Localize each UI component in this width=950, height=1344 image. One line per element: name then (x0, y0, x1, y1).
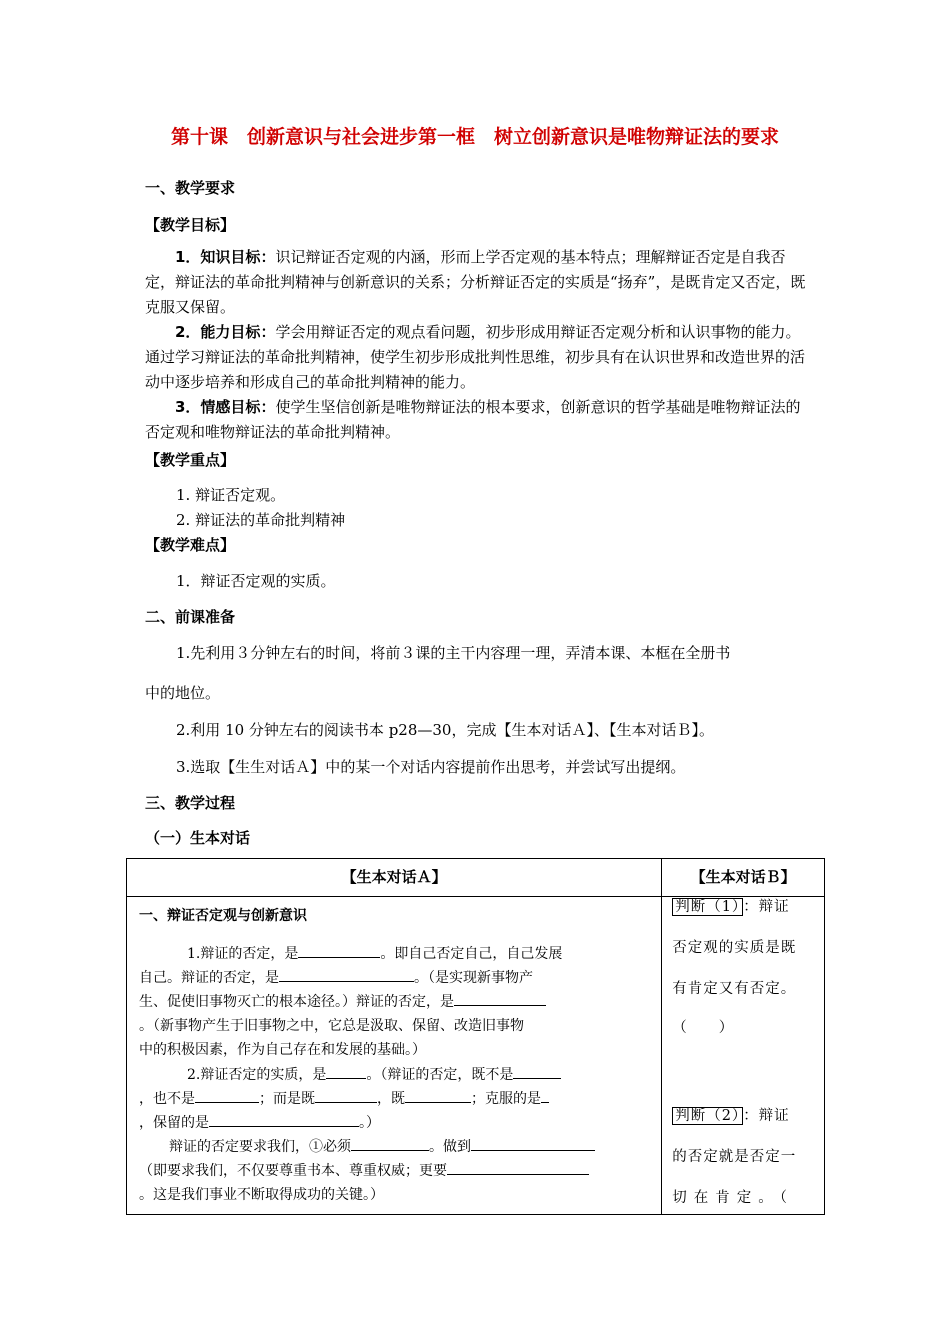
key-points-heading: 【教学重点】 (145, 451, 236, 469)
dialogue-b-cell (662, 897, 825, 1215)
judgement-1-label: 判断（1） (672, 898, 743, 916)
answer-blank[interactable] (195, 1087, 259, 1103)
judgement-2-text: 切在肯定。（ (672, 1190, 794, 1206)
subsection-heading-dialogue: （一）生本对话 (145, 829, 251, 847)
section-heading-process: 三、教学过程 (145, 794, 236, 812)
goal-ability-text: 学会用辩证否定的观点看问题，初步形成用辩证否定观分析和认识事物的能力。通过学习辩证法的革命批判精神，使学生初步形成批判性思维，初步具有在认识世界和改造世界的活动中逐步培养和形成自己的革命批判精神的能力。 (145, 323, 806, 391)
dialogue-a-line: ，保留的是 。） (139, 1111, 651, 1135)
judgement-2: 判断（2） ：辩证 (672, 1096, 816, 1137)
answer-blank[interactable] (405, 1087, 471, 1103)
dialogue-a-line: 2.辩证否定的实质，是 。（辩证的否定，既不是 (139, 1063, 651, 1087)
dialogue-a-line: （即要求我们，不仅要尊重书本、尊重权威；更要 (139, 1159, 651, 1183)
dialogue-a-line: 自己。辩证的否定，是 。（是实现新事物产 (139, 966, 651, 990)
dialogue-a-heading: 一、辩证否定观与创新意识 (139, 908, 307, 924)
goal-knowledge (145, 245, 810, 320)
answer-blank[interactable] (209, 1111, 359, 1127)
key-point-2: 2. 辩证法的革命批判精神 (176, 511, 346, 529)
difficult-points-heading: 【教学难点】 (145, 536, 236, 554)
dialogue-a-line: 。这是我们事业不断取得成功的关键。） (139, 1187, 384, 1203)
answer-blank[interactable] (315, 1087, 377, 1103)
goal-ability-label: 2．能力目标： (175, 323, 276, 341)
dialogue-a-line: 辩证的否定要求我们，①必须 。做到 (139, 1135, 651, 1159)
section-heading-requirements: 一、教学要求 (145, 179, 236, 197)
dialogue-a-cell (127, 897, 662, 1215)
section-heading-preparation: 二、前课准备 (145, 608, 236, 626)
page-title: 第十课 创新意识与社会进步第一框 树立创新意识是唯物辩证法的要求 (170, 126, 779, 148)
goal-emotion-text: 使学生坚信创新是唯物辩证法的根本要求，创新意识的哲学基础是唯物辩证法的否定观和唯物辩证法的革命批判精神。 (145, 398, 801, 441)
teaching-goals-heading: 【教学目标】 (145, 216, 236, 234)
answer-blank[interactable] (513, 1063, 561, 1079)
goal-emotion (145, 395, 810, 445)
judgement-1-answer[interactable]: （ ） (672, 1020, 735, 1036)
answer-blank[interactable] (541, 1087, 549, 1103)
answer-blank[interactable] (454, 990, 546, 1006)
answer-blank[interactable] (298, 942, 380, 958)
key-point-1: 1. 辩证否定观。 (176, 486, 286, 504)
dialogue-a-line: 中的积极因素，作为自己存在和发展的基础。） (139, 1042, 426, 1058)
table-body-row (127, 897, 825, 1215)
goal-knowledge-label: 1．知识目标： (175, 248, 276, 266)
prep-item-1-line1: 1.先利用３分钟左右的时间，将前３课的主干内容理一理，弄清本课、本框在全册书 (176, 644, 731, 662)
answer-blank[interactable] (326, 1063, 366, 1079)
goal-knowledge-text: 识记辩证否定观的内涵，形而上学否定观的基本特点；理解辩证否定是自我否定，辩证法的革命批判精神与创新意识的关系；分析辩证否定的实质是“扬弃”，是既肯定又否定，既克服又保留。 (145, 248, 806, 316)
judgement-1: 判断（1） ：辩证 (672, 887, 816, 928)
answer-blank[interactable] (447, 1159, 589, 1175)
prep-item-2: 2.利用 10 分钟左右的阅读书本 p28—30，完成【生本对话Ａ】、【生本对话Ｂ】。 (176, 721, 714, 739)
table-header-b: 【生本对话Ｂ】 (662, 859, 825, 897)
dialogue-table (126, 858, 825, 1215)
table-header-a: 【生本对话Ａ】 (127, 859, 662, 897)
dialogue-a-line: 生、促使旧事物灭亡的根本途径。）辩证的否定，是 (139, 990, 651, 1014)
dialogue-a-line: ，也不是 ；而是既 ，既 ；克服的是 (139, 1087, 651, 1111)
goal-ability (145, 320, 810, 395)
answer-blank[interactable] (351, 1135, 429, 1151)
dialogue-a-line: 1.辩证的否定，是 。即自己否定自己，自己发展 (139, 942, 651, 966)
difficult-point-1: 1．辩证否定观的实质。 (176, 572, 336, 590)
answer-blank[interactable] (279, 966, 414, 982)
prep-item-1-line2: 中的地位。 (145, 684, 221, 702)
judgement-2-text: 的否定就是否定一 (672, 1149, 797, 1165)
judgement-1-text: 否定观的实质是既 (672, 940, 797, 956)
goal-emotion-label: 3．情感目标： (175, 398, 276, 416)
judgement-1-text: 有肯定又有否定。 (672, 981, 797, 997)
answer-blank[interactable] (471, 1135, 595, 1151)
prep-item-3: 3.选取【生生对话Ａ】中的某一个对话内容提前作出思考，并尝试写出提纲。 (176, 758, 686, 776)
judgement-2-label: 判断（2） (672, 1107, 743, 1125)
dialogue-a-line: 。（新事物产生于旧事物之中，它总是汲取、保留、改造旧事物 (139, 1018, 524, 1034)
